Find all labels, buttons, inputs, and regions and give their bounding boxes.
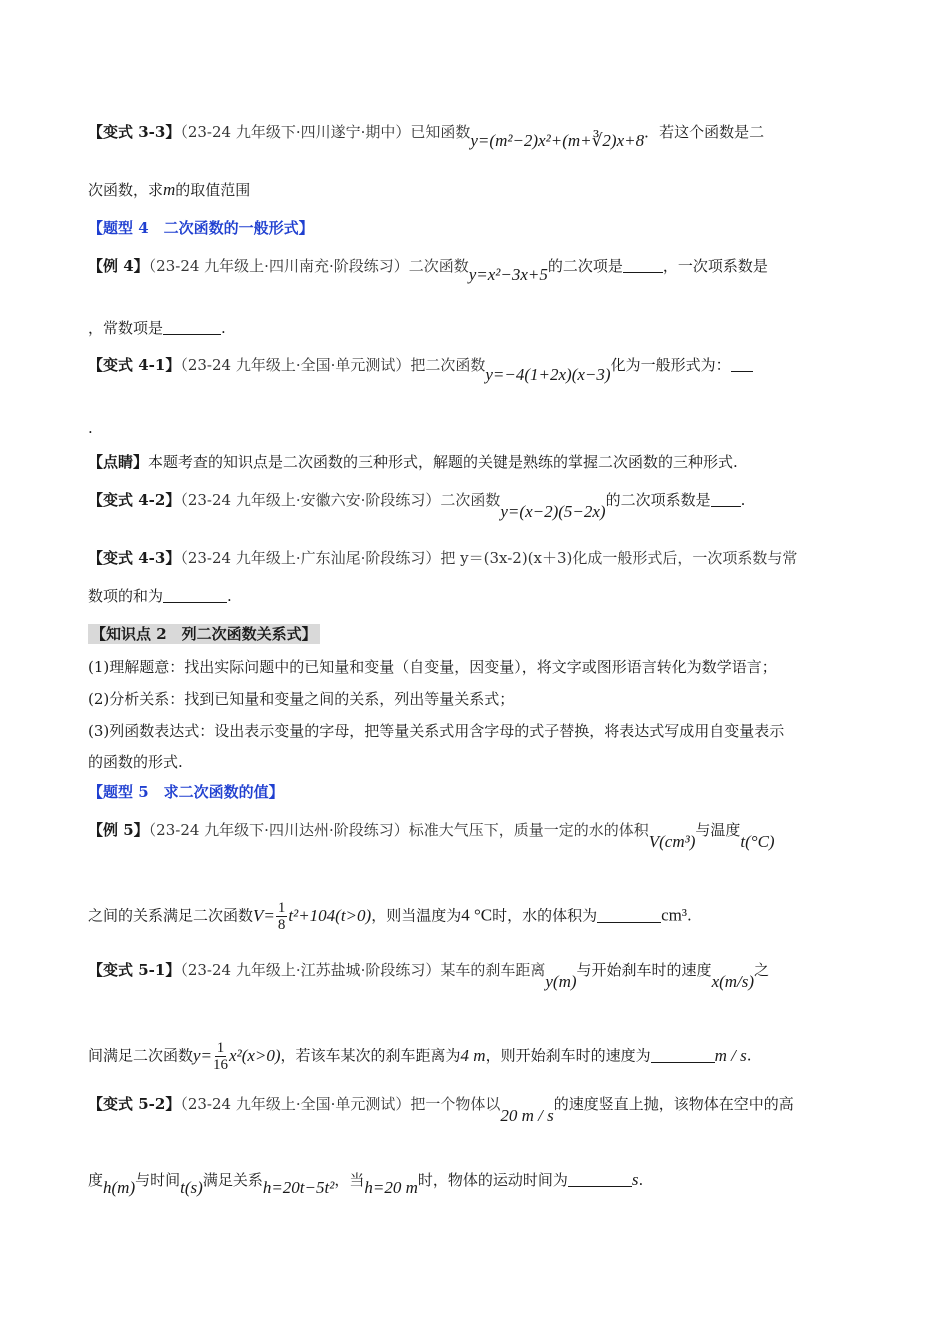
source-text: （23-24 九年级上·全国·单元测试）把一个物体以 bbox=[180, 1095, 501, 1113]
example-5-line1 bbox=[88, 820, 864, 851]
math-formula-part: V= bbox=[253, 905, 275, 925]
answer-blank[interactable] bbox=[597, 907, 661, 923]
text: . bbox=[227, 587, 232, 605]
text: 次函数，求 bbox=[88, 181, 164, 199]
math-speed: 20 m / s bbox=[500, 1106, 554, 1125]
variant-tag: 【变式 4-1】 bbox=[88, 356, 181, 374]
math-formula: y=(x−2)(5−2x) bbox=[500, 502, 606, 521]
math-formula: y=−4(1+2x)(x−3) bbox=[485, 365, 611, 384]
math-formula-part: x²(x>0) bbox=[229, 1045, 281, 1065]
variant-tag: 【变式 5-1】 bbox=[88, 961, 181, 979]
math-formula-part: y= bbox=[193, 1045, 213, 1065]
fraction bbox=[276, 900, 288, 933]
note-line bbox=[88, 452, 864, 472]
source-text: （23-24 九年级上·四川南充·阶段练习）二次函数 bbox=[148, 257, 469, 275]
variant-4-2-line bbox=[88, 490, 864, 521]
variant-tag: 【变式 5-2】 bbox=[88, 1095, 181, 1113]
text: . bbox=[740, 491, 746, 509]
source-text: （23-24 九年级下·四川达州·阶段练习）标准大气压下，质量一定的水的体积 bbox=[148, 821, 649, 839]
variant-4-3-line2 bbox=[88, 586, 864, 606]
section-title-4: 【题型 4 二次函数的一般形式】 bbox=[88, 219, 314, 237]
example-tag: 【例 5】 bbox=[88, 821, 149, 839]
answer-blank[interactable] bbox=[711, 491, 741, 507]
knowledge-item: (2)分析关系：找到已知量和变量之间的关系，列出等量关系式； bbox=[88, 690, 515, 708]
note-tag: 【点睛】 bbox=[88, 453, 149, 471]
fraction-numerator: 1 bbox=[216, 1040, 225, 1056]
knowledge-point-2 bbox=[88, 624, 864, 644]
math-value: 4 m bbox=[460, 1045, 486, 1065]
knowledge-point-title: 【知识点 2 列二次函数关系式】 bbox=[88, 624, 320, 644]
source-text: （23-24 九年级上·安徽六安·阶段练习）二次函数 bbox=[180, 491, 501, 509]
text: 时，物体的运动时间为 bbox=[417, 1171, 568, 1189]
knowledge-item: (1)理解题意：找出实际问题中的已知量和变量（自变量，因变量），将文字或图形语言转化为数学语言； bbox=[88, 658, 777, 676]
variant-4-1-line1 bbox=[88, 355, 864, 384]
text: 的取值范围 bbox=[175, 181, 251, 199]
text: . bbox=[221, 319, 226, 337]
math-value: 4 °C bbox=[461, 905, 493, 925]
variant-4-1-line2: . bbox=[88, 419, 93, 437]
math-unit: cm³ bbox=[661, 905, 687, 925]
text: 的二次项系数是 bbox=[605, 491, 711, 509]
text: ，则当温度为 bbox=[371, 906, 462, 925]
variant-5-1-line1 bbox=[88, 960, 864, 991]
variant-5-1-line2 bbox=[88, 1040, 864, 1073]
fraction-numerator: 1 bbox=[277, 900, 286, 916]
text: . bbox=[686, 906, 692, 925]
example-5-line2 bbox=[88, 900, 864, 933]
math-formula-part: t²+104(t>0) bbox=[288, 905, 372, 925]
math-formula: y=x²−3x+5 bbox=[468, 265, 548, 284]
trailing-text: ．若这个函数是二 bbox=[644, 123, 765, 141]
text: ，若该车某次的刹车距离为 bbox=[280, 1046, 461, 1065]
source-text: （23-24 九年级下·四川遂宁·期中）已知函数 bbox=[180, 123, 471, 141]
text: ，则开始刹车时的速度为 bbox=[485, 1046, 651, 1065]
math-temperature: t(°C) bbox=[740, 832, 775, 851]
text: 度 bbox=[88, 1171, 104, 1189]
variant-5-2-line1 bbox=[88, 1094, 864, 1125]
answer-blank[interactable] bbox=[623, 257, 663, 273]
source-text: （23-24 九年级上·全国·单元测试）把二次函数 bbox=[180, 356, 486, 374]
answer-blank[interactable] bbox=[163, 319, 221, 335]
example-4-line1 bbox=[88, 256, 864, 284]
fraction-denominator: 16 bbox=[213, 1057, 229, 1073]
text: 时，水的体积为 bbox=[492, 906, 598, 925]
math-formula: h=20 m bbox=[364, 1178, 418, 1197]
section-title-5: 【题型 5 求二次函数的值】 bbox=[88, 783, 284, 801]
text: 数项的和为 bbox=[88, 587, 164, 605]
variant-4-3-line1 bbox=[88, 548, 864, 568]
math-height: h(m) bbox=[103, 1178, 136, 1197]
math-unit: m / s bbox=[714, 1045, 747, 1065]
text: 之 bbox=[754, 961, 770, 979]
example-tag: 【例 4】 bbox=[88, 257, 149, 275]
text: 的二次项是 bbox=[547, 257, 623, 275]
variant-3-3-line2 bbox=[88, 180, 864, 200]
text: 与开始刹车时的速度 bbox=[576, 961, 712, 979]
knowledge-item: (3)列函数表达式：设出表示变量的字母，把等量关系式用含字母的式子替换，将表达式写成用自变量表示 bbox=[88, 722, 785, 740]
example-4-line2 bbox=[88, 318, 864, 338]
note-text: 本题考查的知识点是二次函数的三种形式，解题的关键是熟练的掌握二次函数的三种形式. bbox=[148, 453, 738, 471]
math-distance: y(m) bbox=[545, 972, 577, 991]
knowledge-item: 的函数的形式. bbox=[88, 753, 183, 771]
text: ，当 bbox=[334, 1171, 365, 1189]
fraction bbox=[213, 1040, 228, 1073]
text: 间满足二次函数 bbox=[88, 1046, 194, 1065]
text: . bbox=[638, 1171, 644, 1189]
math-volume: V(cm³) bbox=[648, 832, 696, 851]
text: 的速度竖直上抛，该物体在空中的高 bbox=[553, 1095, 794, 1113]
text: ，一次项系数是 bbox=[662, 257, 768, 275]
math-var: m bbox=[163, 180, 176, 199]
math-formula: y=(m²−2)x²+(m+∛2)x+8 bbox=[470, 131, 645, 150]
text: 化为一般形式为： bbox=[610, 356, 731, 374]
source-text: （23-24 九年级上·广东汕尾·阶段练习）把 y＝(3x-2)(x＋3)化成一般形式后，一次项系数与常 bbox=[180, 549, 798, 567]
variant-3-3-line1 bbox=[88, 122, 864, 150]
fraction-denominator: 8 bbox=[277, 917, 286, 933]
answer-blank[interactable] bbox=[651, 1047, 715, 1063]
math-unit: s bbox=[631, 1170, 639, 1189]
text: 与时间 bbox=[135, 1171, 181, 1189]
source-text: （23-24 九年级上·江苏盐城·阶段练习）某车的刹车距离 bbox=[180, 961, 546, 979]
math-speed: x(m/s) bbox=[711, 972, 755, 991]
variant-tag: 【变式 3-3】 bbox=[88, 123, 181, 141]
text: 与温度 bbox=[695, 821, 741, 839]
variant-tag: 【变式 4-3】 bbox=[88, 549, 181, 567]
variant-tag: 【变式 4-2】 bbox=[88, 491, 181, 509]
text: ，常数项是 bbox=[88, 319, 164, 337]
answer-blank[interactable] bbox=[163, 587, 227, 603]
text: 之间的关系满足二次函数 bbox=[88, 906, 254, 925]
math-formula: h=20t−5t² bbox=[262, 1178, 335, 1197]
text: . bbox=[746, 1046, 752, 1065]
answer-blank[interactable] bbox=[568, 1171, 632, 1187]
variant-5-2-line2 bbox=[88, 1170, 864, 1197]
answer-blank[interactable] bbox=[731, 356, 753, 372]
math-time: t(s) bbox=[180, 1178, 203, 1197]
text: 满足关系 bbox=[202, 1171, 263, 1189]
